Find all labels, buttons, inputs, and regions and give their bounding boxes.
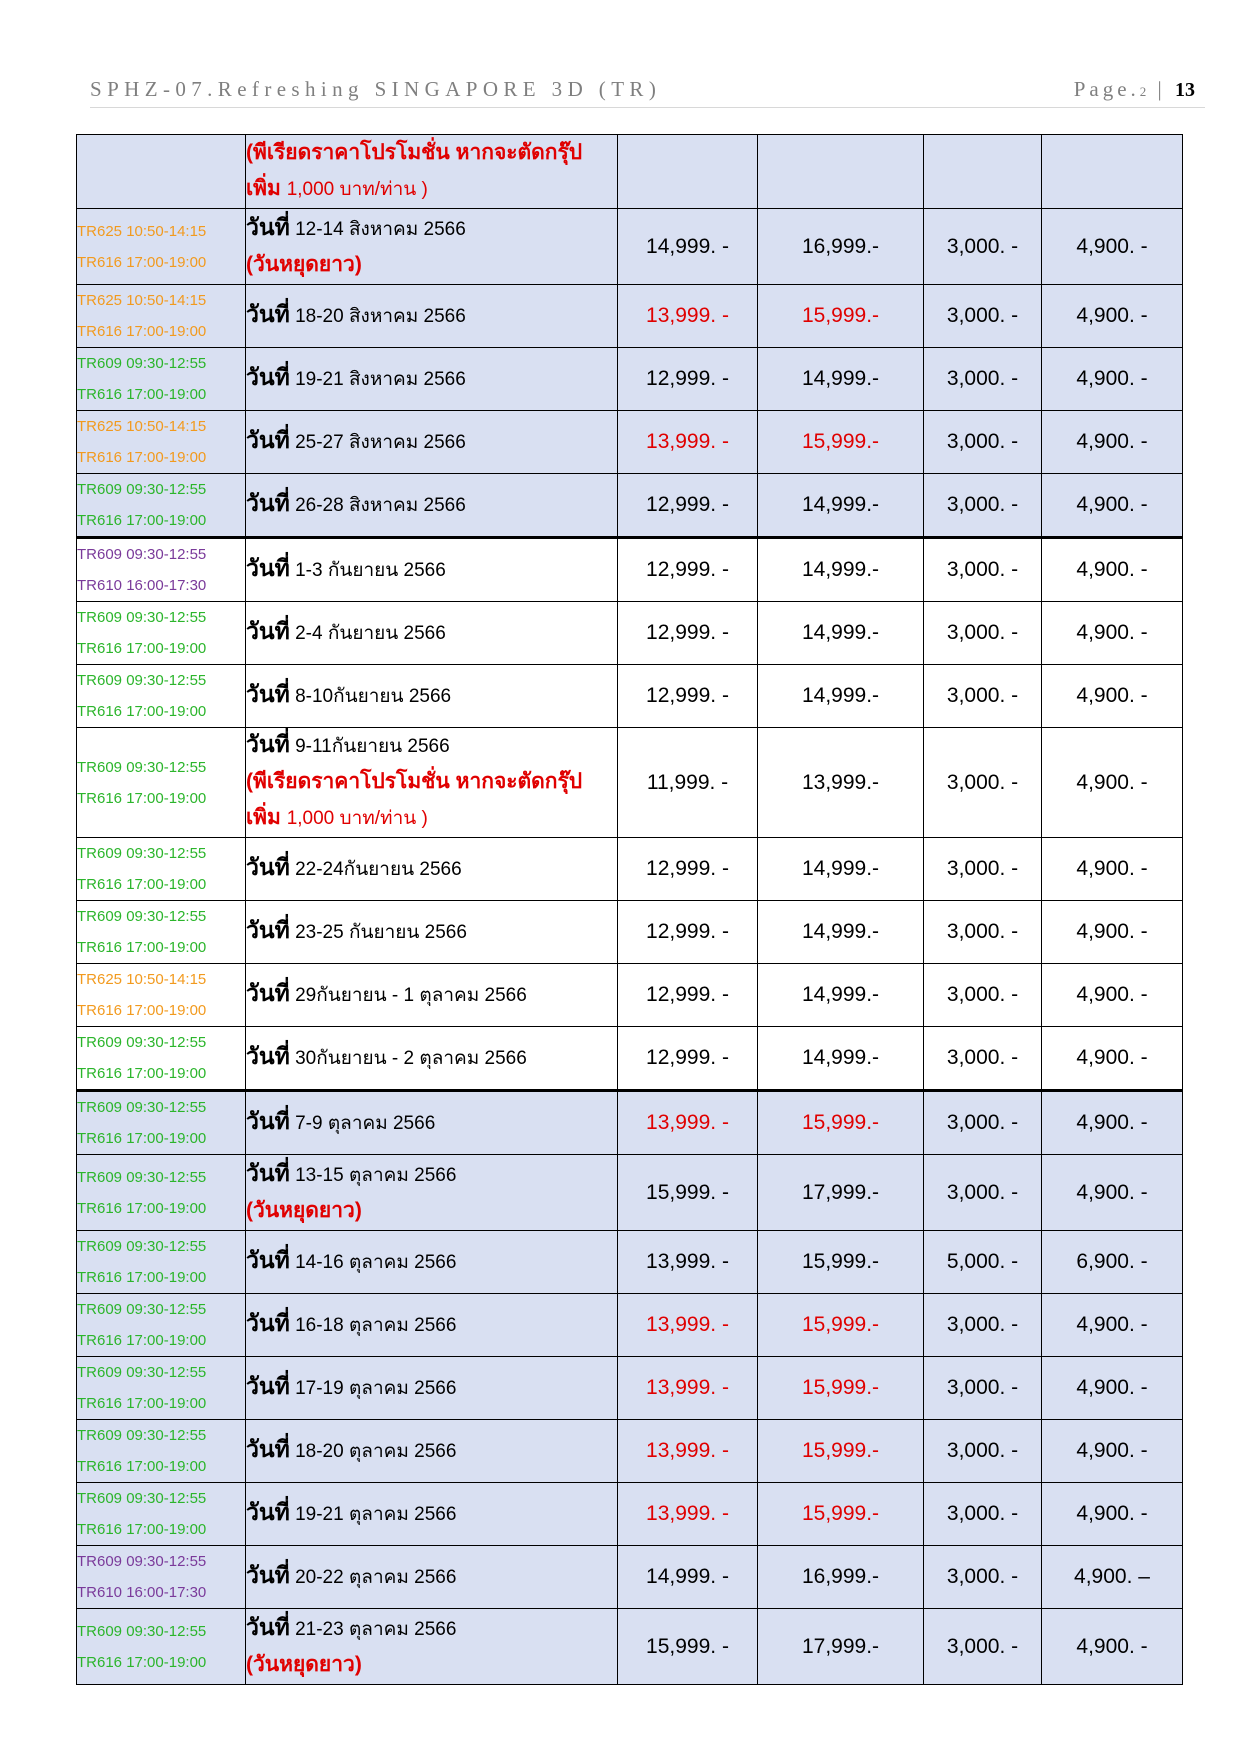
adult-price: 12,999. - [618,838,758,901]
date-range: 22-24กันยายน 2566 [289,859,462,880]
flight-cell [77,474,246,538]
note-main: (วันหยุดยาว) [246,1652,362,1676]
adult-price: 12,999. - [618,1027,758,1091]
travel-date [246,1559,617,1595]
date-range: 14-16 ตุลาคม 2566 [289,1252,457,1273]
extra-price: 4,900. - [1042,838,1183,901]
flight-cell [77,285,246,348]
extra-price: 4,900. - [1042,901,1183,964]
table-row [77,135,1183,209]
travel-date-cell [246,285,618,348]
page-label: Page. [1073,77,1140,101]
travel-date [246,977,617,1013]
table-row [77,1609,1183,1685]
date-range: 8-10กันยายน 2566 [289,686,452,707]
note-main: (พีเรียดราคาโปรโมชั่น หากจะตัดกรุ๊ป [246,770,583,793]
table-row [77,348,1183,411]
extra-price: 4,900. - [1042,602,1183,665]
extra-price [1042,135,1183,209]
flight-time: TR610 16:00-17:30 [77,577,207,594]
note-text [246,1647,617,1683]
travel-date [246,615,617,651]
adult-price: 13,999. - [618,411,758,474]
flight-time: TR609 09:30-12:55 [77,845,207,862]
flight-cell [77,964,246,1027]
travel-date [246,1244,617,1280]
flight-time: TR616 17:00-19:00 [77,703,207,720]
adult-price: 12,999. - [618,901,758,964]
date-prefix: วันที่ [246,214,290,241]
adult-price: 13,999. - [618,1420,758,1483]
child-price: 15,999.- [758,285,924,348]
flight-time: TR616 17:00-19:00 [77,939,207,956]
child-price: 15,999.- [758,411,924,474]
note-main: (วันหยุดยาว) [246,1198,362,1222]
flight-time: TR609 09:30-12:55 [77,546,207,563]
date-prefix: วันที่ [246,1311,290,1337]
note-text [246,764,617,800]
date-range: 21-23 ตุลาคม 2566 [289,1618,457,1640]
single-supplement: 3,000. - [924,1155,1042,1231]
date-prefix: วันที่ [246,1109,290,1135]
travel-date-cell [246,1357,618,1420]
date-prefix: วันที่ [246,1374,290,1400]
adult-price: 14,999. - [618,1546,758,1609]
flight-cell [77,1027,246,1091]
child-price: 16,999.- [758,1546,924,1609]
adult-price: 13,999. - [618,1483,758,1546]
table-row [77,901,1183,964]
note-main: (พีเรียดราคาโปรโมชั่น หากจะตัดกรุ๊ป [246,141,583,164]
child-price [758,135,924,209]
single-supplement: 3,000. - [924,665,1042,728]
adult-price: 12,999. - [618,602,758,665]
single-supplement: 3,000. - [924,285,1042,348]
date-range: 26-28 สิงหาคม 2566 [289,495,466,516]
travel-date [246,1496,617,1532]
extra-price: 4,900. - [1042,1091,1183,1155]
travel-date [246,1433,617,1469]
extra-price: 4,900. - [1042,1357,1183,1420]
page-number: 13 [1175,79,1195,101]
flight-cell [77,411,246,474]
note-amount: 1,000 บาท/ท่าน ) [286,808,428,829]
flight-time: TR609 09:30-12:55 [77,672,207,689]
page-header [90,75,1205,108]
single-supplement: 3,000. - [924,1420,1042,1483]
date-range: 9-11กันยายน 2566 [289,736,450,757]
note-text [246,171,617,208]
travel-date-cell [246,1155,618,1231]
flight-time: TR609 09:30-12:55 [77,1427,207,1444]
flight-time: TR616 17:00-19:00 [77,386,207,403]
single-supplement: 3,000. - [924,838,1042,901]
travel-date [246,361,617,397]
travel-date-cell [246,901,618,964]
single-supplement: 5,000. - [924,1231,1042,1294]
date-prefix: วันที่ [246,365,290,391]
date-prefix: วันที่ [246,1500,290,1526]
date-range: 19-21 ตุลาคม 2566 [289,1504,457,1525]
flight-time: TR616 17:00-19:00 [77,1458,207,1475]
adult-price: 13,999. - [618,285,758,348]
child-price: 14,999.- [758,602,924,665]
adult-price: 13,999. - [618,1357,758,1420]
flight-time: TR616 17:00-19:00 [77,1199,207,1217]
adult-price: 13,999. - [618,1231,758,1294]
date-prefix: วันที่ [246,302,290,328]
flight-time: TR609 09:30-12:55 [77,1034,207,1051]
page-sub: 2 [1139,84,1149,99]
flight-cell [77,838,246,901]
adult-price: 11,999. - [618,728,758,838]
table-row [77,602,1183,665]
date-range: 17-19 ตุลาคม 2566 [289,1378,457,1399]
flight-time: TR625 10:50-14:15 [77,292,207,309]
date-prefix: วันที่ [246,918,290,944]
travel-date [246,1040,617,1076]
flight-cell [77,602,246,665]
flight-time: TR616 17:00-19:00 [77,1269,207,1286]
extra-price: 4,900. - [1042,1027,1183,1091]
note-main: เพิ่ม [246,806,287,829]
table-row [77,1155,1183,1231]
flight-time: TR609 09:30-12:55 [77,1238,207,1255]
date-range: 7-9 ตุลาคม 2566 [289,1113,436,1134]
flight-time: TR616 17:00-19:00 [77,876,207,893]
date-range: 30กันยายน - 2 ตุลาคม 2566 [289,1048,527,1069]
child-price: 16,999.- [758,209,924,285]
adult-price: 12,999. - [618,964,758,1027]
flight-cell [77,135,246,209]
child-price: 15,999.- [758,1231,924,1294]
flight-time: TR625 10:50-14:15 [77,971,207,988]
flight-time: TR616 17:00-19:00 [77,449,207,466]
flight-time: TR609 09:30-12:55 [77,1301,207,1318]
date-prefix: วันที่ [246,855,290,881]
child-price: 17,999.- [758,1609,924,1685]
single-supplement: 3,000. - [924,1091,1042,1155]
flight-time: TR616 17:00-19:00 [77,323,207,340]
adult-price: 14,999. - [618,209,758,285]
single-supplement: 3,000. - [924,1027,1042,1091]
extra-price: 4,900. – [1042,1546,1183,1609]
table-row [77,1091,1183,1155]
travel-date-cell [246,135,618,209]
travel-date-cell [246,728,618,838]
flight-cell [77,1420,246,1483]
travel-date-cell [246,1609,618,1685]
child-price: 14,999.- [758,665,924,728]
adult-price: 12,999. - [618,665,758,728]
date-prefix: วันที่ [246,1614,290,1641]
child-price: 17,999.- [758,1155,924,1231]
adult-price: 15,999. - [618,1609,758,1685]
table-row [77,474,1183,538]
extra-price: 4,900. - [1042,1420,1183,1483]
travel-date [246,211,617,247]
single-supplement: 3,000. - [924,602,1042,665]
date-range: 1-3 กันยายน 2566 [289,560,446,581]
adult-price: 12,999. - [618,474,758,538]
flight-time: TR616 17:00-19:00 [77,253,207,271]
single-supplement: 3,000. - [924,411,1042,474]
adult-price: 13,999. - [618,1091,758,1155]
date-range: 18-20 สิงหาคม 2566 [289,306,466,327]
child-price: 15,999.- [758,1420,924,1483]
flight-time: TR616 17:00-19:00 [77,512,207,529]
travel-date [246,1105,617,1141]
date-prefix: วันที่ [246,1160,290,1187]
flight-cell [77,209,246,285]
extra-price: 4,900. - [1042,964,1183,1027]
travel-date-cell [246,1231,618,1294]
table-row [77,1231,1183,1294]
extra-price: 4,900. - [1042,1294,1183,1357]
flight-time: TR609 09:30-12:55 [77,1099,207,1116]
date-range: 13-15 ตุลาคม 2566 [289,1164,457,1186]
table-row [77,665,1183,728]
date-range: 25-27 สิงหาคม 2566 [289,432,466,453]
travel-date-cell [246,1420,618,1483]
flight-time: TR616 17:00-19:00 [77,1065,207,1082]
flight-time: TR616 17:00-19:00 [77,1653,207,1671]
extra-price: 4,900. - [1042,474,1183,538]
price-table [76,134,1183,1685]
flight-cell [77,728,246,838]
child-price: 15,999.- [758,1483,924,1546]
flight-cell [77,665,246,728]
note-main: เพิ่ม [246,177,287,200]
travel-date [246,424,617,460]
adult-price: 13,999. - [618,1294,758,1357]
travel-date [246,1370,617,1406]
flight-time: TR616 17:00-19:00 [77,789,207,807]
travel-date-cell [246,1483,618,1546]
extra-price: 4,900. - [1042,209,1183,285]
date-range: 12-14 สิงหาคม 2566 [289,218,466,240]
travel-date-cell [246,838,618,901]
adult-price: 12,999. - [618,538,758,602]
travel-date [246,678,617,714]
travel-date [246,1611,617,1647]
note-text [246,135,617,171]
note-amount: 1,000 บาท/ท่าน ) [286,179,428,200]
flight-time: TR609 09:30-12:55 [77,355,207,372]
table-row [77,1483,1183,1546]
child-price: 14,999.- [758,474,924,538]
flight-time: TR609 09:30-12:55 [77,1168,207,1186]
child-price: 15,999.- [758,1294,924,1357]
flight-cell [77,1546,246,1609]
extra-price: 4,900. - [1042,538,1183,602]
table-row [77,1027,1183,1091]
child-price: 13,999.- [758,728,924,838]
flight-time: TR616 17:00-19:00 [77,1002,207,1019]
child-price: 14,999.- [758,348,924,411]
adult-price [618,135,758,209]
table-row [77,728,1183,838]
child-price: 14,999.- [758,901,924,964]
travel-date-cell [246,1546,618,1609]
travel-date-cell [246,538,618,602]
date-prefix: วันที่ [246,732,290,758]
travel-date [246,851,617,887]
flight-time: TR625 10:50-14:15 [77,418,207,435]
date-range: 20-22 ตุลาคม 2566 [289,1567,457,1588]
child-price: 15,999.- [758,1091,924,1155]
flight-cell [77,1231,246,1294]
single-supplement: 3,000. - [924,1357,1042,1420]
travel-date-cell [246,1294,618,1357]
date-prefix: วันที่ [246,1044,290,1070]
date-prefix: วันที่ [246,491,290,517]
flight-cell [77,1091,246,1155]
single-supplement: 3,000. - [924,538,1042,602]
travel-date-cell [246,1027,618,1091]
flight-time: TR609 09:30-12:55 [77,609,207,626]
flight-time: TR609 09:30-12:55 [77,1490,207,1507]
extra-price: 4,900. - [1042,1155,1183,1231]
page-separator: | [1148,77,1166,101]
flight-cell [77,1294,246,1357]
date-range: 19-21 สิงหาคม 2566 [289,369,466,390]
table-row [77,964,1183,1027]
flight-cell [77,538,246,602]
travel-date-cell [246,474,618,538]
note-text [246,247,617,283]
table-row [77,1294,1183,1357]
date-prefix: วันที่ [246,1437,290,1463]
flight-time: TR609 09:30-12:55 [77,758,207,776]
extra-price: 4,900. - [1042,665,1183,728]
date-range: 18-20 ตุลาคม 2566 [289,1441,457,1462]
date-range: 16-18 ตุลาคม 2566 [289,1315,457,1336]
single-supplement: 3,000. - [924,474,1042,538]
travel-date-cell [246,602,618,665]
travel-date [246,1157,617,1193]
flight-time: TR616 17:00-19:00 [77,640,207,657]
table-row [77,538,1183,602]
single-supplement: 3,000. - [924,1609,1042,1685]
single-supplement: 3,000. - [924,728,1042,838]
table-row [77,411,1183,474]
child-price: 14,999.- [758,964,924,1027]
date-prefix: วันที่ [246,1248,290,1274]
table-row [77,838,1183,901]
travel-date [246,1307,617,1343]
flight-time: TR616 17:00-19:00 [77,1395,207,1412]
note-main: (วันหยุดยาว) [246,252,362,276]
travel-date-cell [246,665,618,728]
single-supplement: 3,000. - [924,1483,1042,1546]
date-range: 23-25 กันยายน 2566 [289,922,467,943]
flight-cell [77,348,246,411]
flight-time: TR616 17:00-19:00 [77,1130,207,1147]
travel-date [246,914,617,950]
extra-price: 4,900. - [1042,348,1183,411]
extra-price: 4,900. - [1042,285,1183,348]
single-supplement: 3,000. - [924,964,1042,1027]
single-supplement: 3,000. - [924,901,1042,964]
flight-time: TR616 17:00-19:00 [77,1332,207,1349]
date-range: 2-4 กันยายน 2566 [289,623,446,644]
date-prefix: วันที่ [246,556,290,582]
flight-cell [77,901,246,964]
document-title: SPHZ-07.Refreshing SINGAPORE 3D (TR) [90,77,662,101]
date-prefix: วันที่ [246,682,290,708]
note-text [246,800,617,837]
travel-date [246,728,617,764]
adult-price: 12,999. - [618,348,758,411]
date-prefix: วันที่ [246,428,290,454]
extra-price: 4,900. - [1042,1483,1183,1546]
flight-time: TR625 10:50-14:15 [77,222,207,240]
child-price: 14,999.- [758,538,924,602]
single-supplement: 3,000. - [924,1294,1042,1357]
flight-cell [77,1357,246,1420]
extra-price: 4,900. - [1042,411,1183,474]
date-prefix: วันที่ [246,619,290,645]
single-supplement: 3,000. - [924,348,1042,411]
single-supplement [924,135,1042,209]
travel-date-cell [246,411,618,474]
flight-time: TR616 17:00-19:00 [77,1521,207,1538]
travel-date-cell [246,1091,618,1155]
date-prefix: วันที่ [246,1563,290,1589]
flight-time: TR610 16:00-17:30 [77,1584,207,1601]
flight-time: TR609 09:30-12:55 [77,908,207,925]
travel-date-cell [246,964,618,1027]
table-row [77,285,1183,348]
price-table-body [77,135,1183,1685]
flight-time: TR609 09:30-12:55 [77,481,207,498]
note-text [246,1193,617,1229]
table-row [77,1546,1183,1609]
extra-price: 6,900. - [1042,1231,1183,1294]
extra-price: 4,900. - [1042,728,1183,838]
adult-price: 15,999. - [618,1155,758,1231]
child-price: 14,999.- [758,1027,924,1091]
table-row [77,1357,1183,1420]
flight-cell [77,1155,246,1231]
flight-time: TR609 09:30-12:55 [77,1622,207,1640]
extra-price: 4,900. - [1042,1609,1183,1685]
child-price: 14,999.- [758,838,924,901]
travel-date-cell [246,348,618,411]
flight-cell [77,1483,246,1546]
child-price: 15,999.- [758,1357,924,1420]
date-prefix: วันที่ [246,981,290,1007]
single-supplement: 3,000. - [924,1546,1042,1609]
travel-date-cell [246,209,618,285]
table-row [77,209,1183,285]
single-supplement: 3,000. - [924,209,1042,285]
flight-time: TR609 09:30-12:55 [77,1553,207,1570]
flight-time: TR609 09:30-12:55 [77,1364,207,1381]
travel-date [246,552,617,588]
table-row [77,1420,1183,1483]
travel-date [246,487,617,523]
travel-date [246,298,617,334]
page-indicator [1074,77,1195,102]
flight-cell [77,1609,246,1685]
date-range: 29กันยายน - 1 ตุลาคม 2566 [289,985,527,1006]
